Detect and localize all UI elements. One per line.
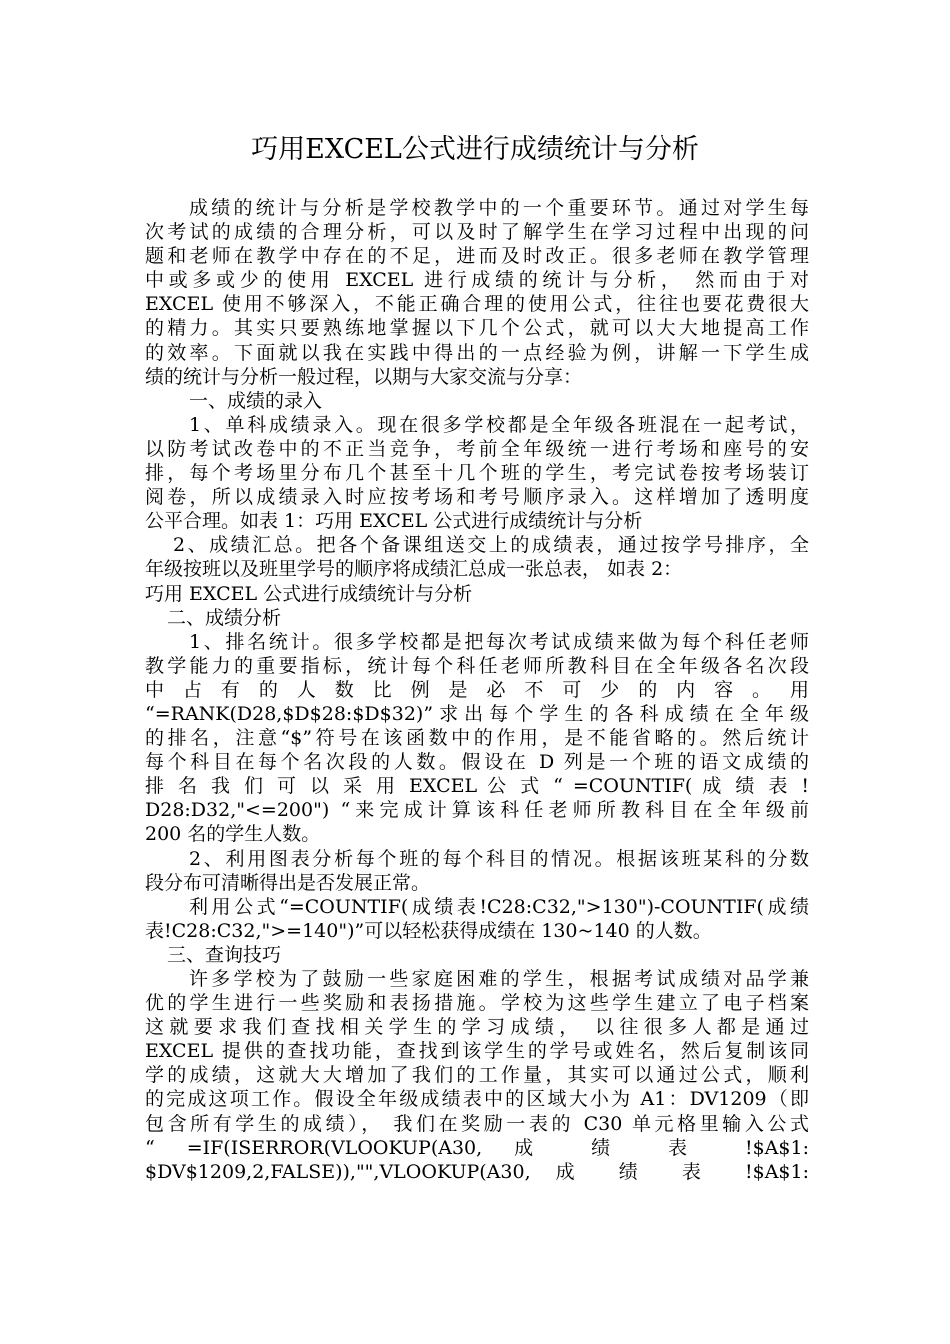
text-line: EXCEL 提供的查找功能，查找到该学生的学号或姓名，然后复制该同 <box>145 1040 809 1063</box>
document-body <box>145 196 809 1184</box>
text-line: 的精力。其实只要熟练地掌握以下几个公式，就可以大大地提高工作 <box>145 317 809 340</box>
text-line: 年级按班以及班里学号的顺序将成绩汇总成一张总表， 如表 2： <box>145 558 683 581</box>
text-line: 的效率。下面就以我在实践中得出的一点经验为例，讲解一下学生成 <box>145 341 809 364</box>
document-title: 巧用EXCEL公式进行成绩统计与分析 <box>251 134 699 165</box>
text-line: 包含所有学生的成绩）， 我们在奖励一表的 C30 单元格里输入公式 <box>145 1112 809 1135</box>
text-line: 的完成这项工作。假设全年级成绩表中的区域大小为 A1：DV1209（即 <box>145 1088 809 1111</box>
text-line: 利用公式“=COUNTIF(成绩表!C28:C32,">130")-COUNTIF(成绩 <box>189 895 809 918</box>
text-line: 阅卷，所以成绩录入时应按考场和考号顺序录入。这样增加了透明度 <box>145 486 809 509</box>
text-line: 每个科目在每个名次段的人数。假设在 D 列是一个班的语文成绩的 <box>145 751 809 774</box>
section-heading: 三、查询技巧 <box>167 943 282 966</box>
text-line: 2、利用图表分析每个班的每个科目的情况。根据该班某科的分数 <box>189 847 809 870</box>
text-line: 段分布可清晰得出是否发展正常。 <box>145 871 431 894</box>
text-line: 表!C28:C32,">=140")”可以轻松获得成绩在 130~140 的人数。 <box>145 919 712 942</box>
text-line: 1、排名统计。很多学校都是把每次考试成绩来做为每个科任老师 <box>189 630 809 653</box>
text-line: $DV$1209,2,FALSE)),"",VLOOKUP(A30, 成 绩 表 !$A$1: <box>145 1160 809 1183</box>
text-line: 题和老师在教学中存在的不足，进而及时改正。很多老师在教学管理 <box>145 245 809 268</box>
text-line: 成绩的统计与分析是学校教学中的一个重要环节。通过对学生每 <box>189 197 809 219</box>
text-line: 次考试的成绩的合理分析，可以及时了解学生在学习过程中出现的问 <box>145 221 809 244</box>
text-line: 排 名 我 们 可 以 采 用 EXCEL 公 式 “ =COUNTIF( 成 绩 表 ! <box>145 775 809 798</box>
section-heading: 二、成绩分析 <box>167 606 282 629</box>
section-heading: 一、成绩的录入 <box>189 389 323 412</box>
text-line: 优的学生进行一些奖励和表扬措施。学校为这些学生建立了电子档案 <box>145 992 809 1015</box>
text-line: 这就要求我们查找相关学生的学习成绩， 以往很多人都是通过 <box>145 1016 809 1039</box>
text-line: 巧用 EXCEL 公式进行成绩统计与分析 <box>145 582 473 605</box>
text-line: “ =IF(ISERROR(VLOOKUP(A30, 成 绩 表 !$A$1: <box>145 1136 809 1159</box>
text-line: 中或多或少的使用 EXCEL 进行成绩的统计与分析， 然而由于对 <box>145 269 809 292</box>
text-line: 200 名的学生人数。 <box>145 823 321 846</box>
text-line: “=RANK(D28,$D$28:$D$32)”求出每个学生的各科成绩在全年级 <box>145 702 809 725</box>
text-line: 公平合理。如表 1：巧用 EXCEL 公式进行成绩统计与分析 <box>145 510 643 533</box>
text-line: 排，每个考场里分布几个甚至十几个班的学生，考完试卷按考场装订 <box>145 462 809 485</box>
text-line: 以防考试改卷中的不正当竞争，考前全年级统一进行考场和座号的安 <box>145 437 809 460</box>
text-line: 1、单科成绩录入。现在很多学校都是全年级各班混在一起考试， <box>189 413 809 436</box>
text-line: EXCEL 使用不够深入，不能正确合理的使用公式，往往也要花费很大 <box>145 293 809 316</box>
text-line: 学的成绩，这就大大增加了我们的工作量，其实可以通过公式，顺利 <box>145 1064 809 1087</box>
text-line: 绩的统计与分析一般过程，以期与大家交流与分享： <box>145 365 583 388</box>
text-line: 2、成绩汇总。把各个备课组送交上的成绩表，通过按学号排序，全 <box>173 534 809 557</box>
text-line: 教学能力的重要指标，统计每个科任老师所教科目在全年级各名次段 <box>145 654 809 677</box>
text-line: 的排名，注意“$”符号在该函数中的作用，是不能省略的。然后统计 <box>145 727 809 750</box>
text-line: 许多学校为了鼓励一些家庭困难的学生，根据考试成绩对品学兼 <box>189 968 809 990</box>
text-line: 中 占 有 的 人 数 比 例 是 必 不 可 少 的 内 容 。 用 <box>145 678 809 701</box>
text-line: D28:D32,"<=200") “来完成计算该科任老师所教科目在全年级前 <box>145 799 809 822</box>
